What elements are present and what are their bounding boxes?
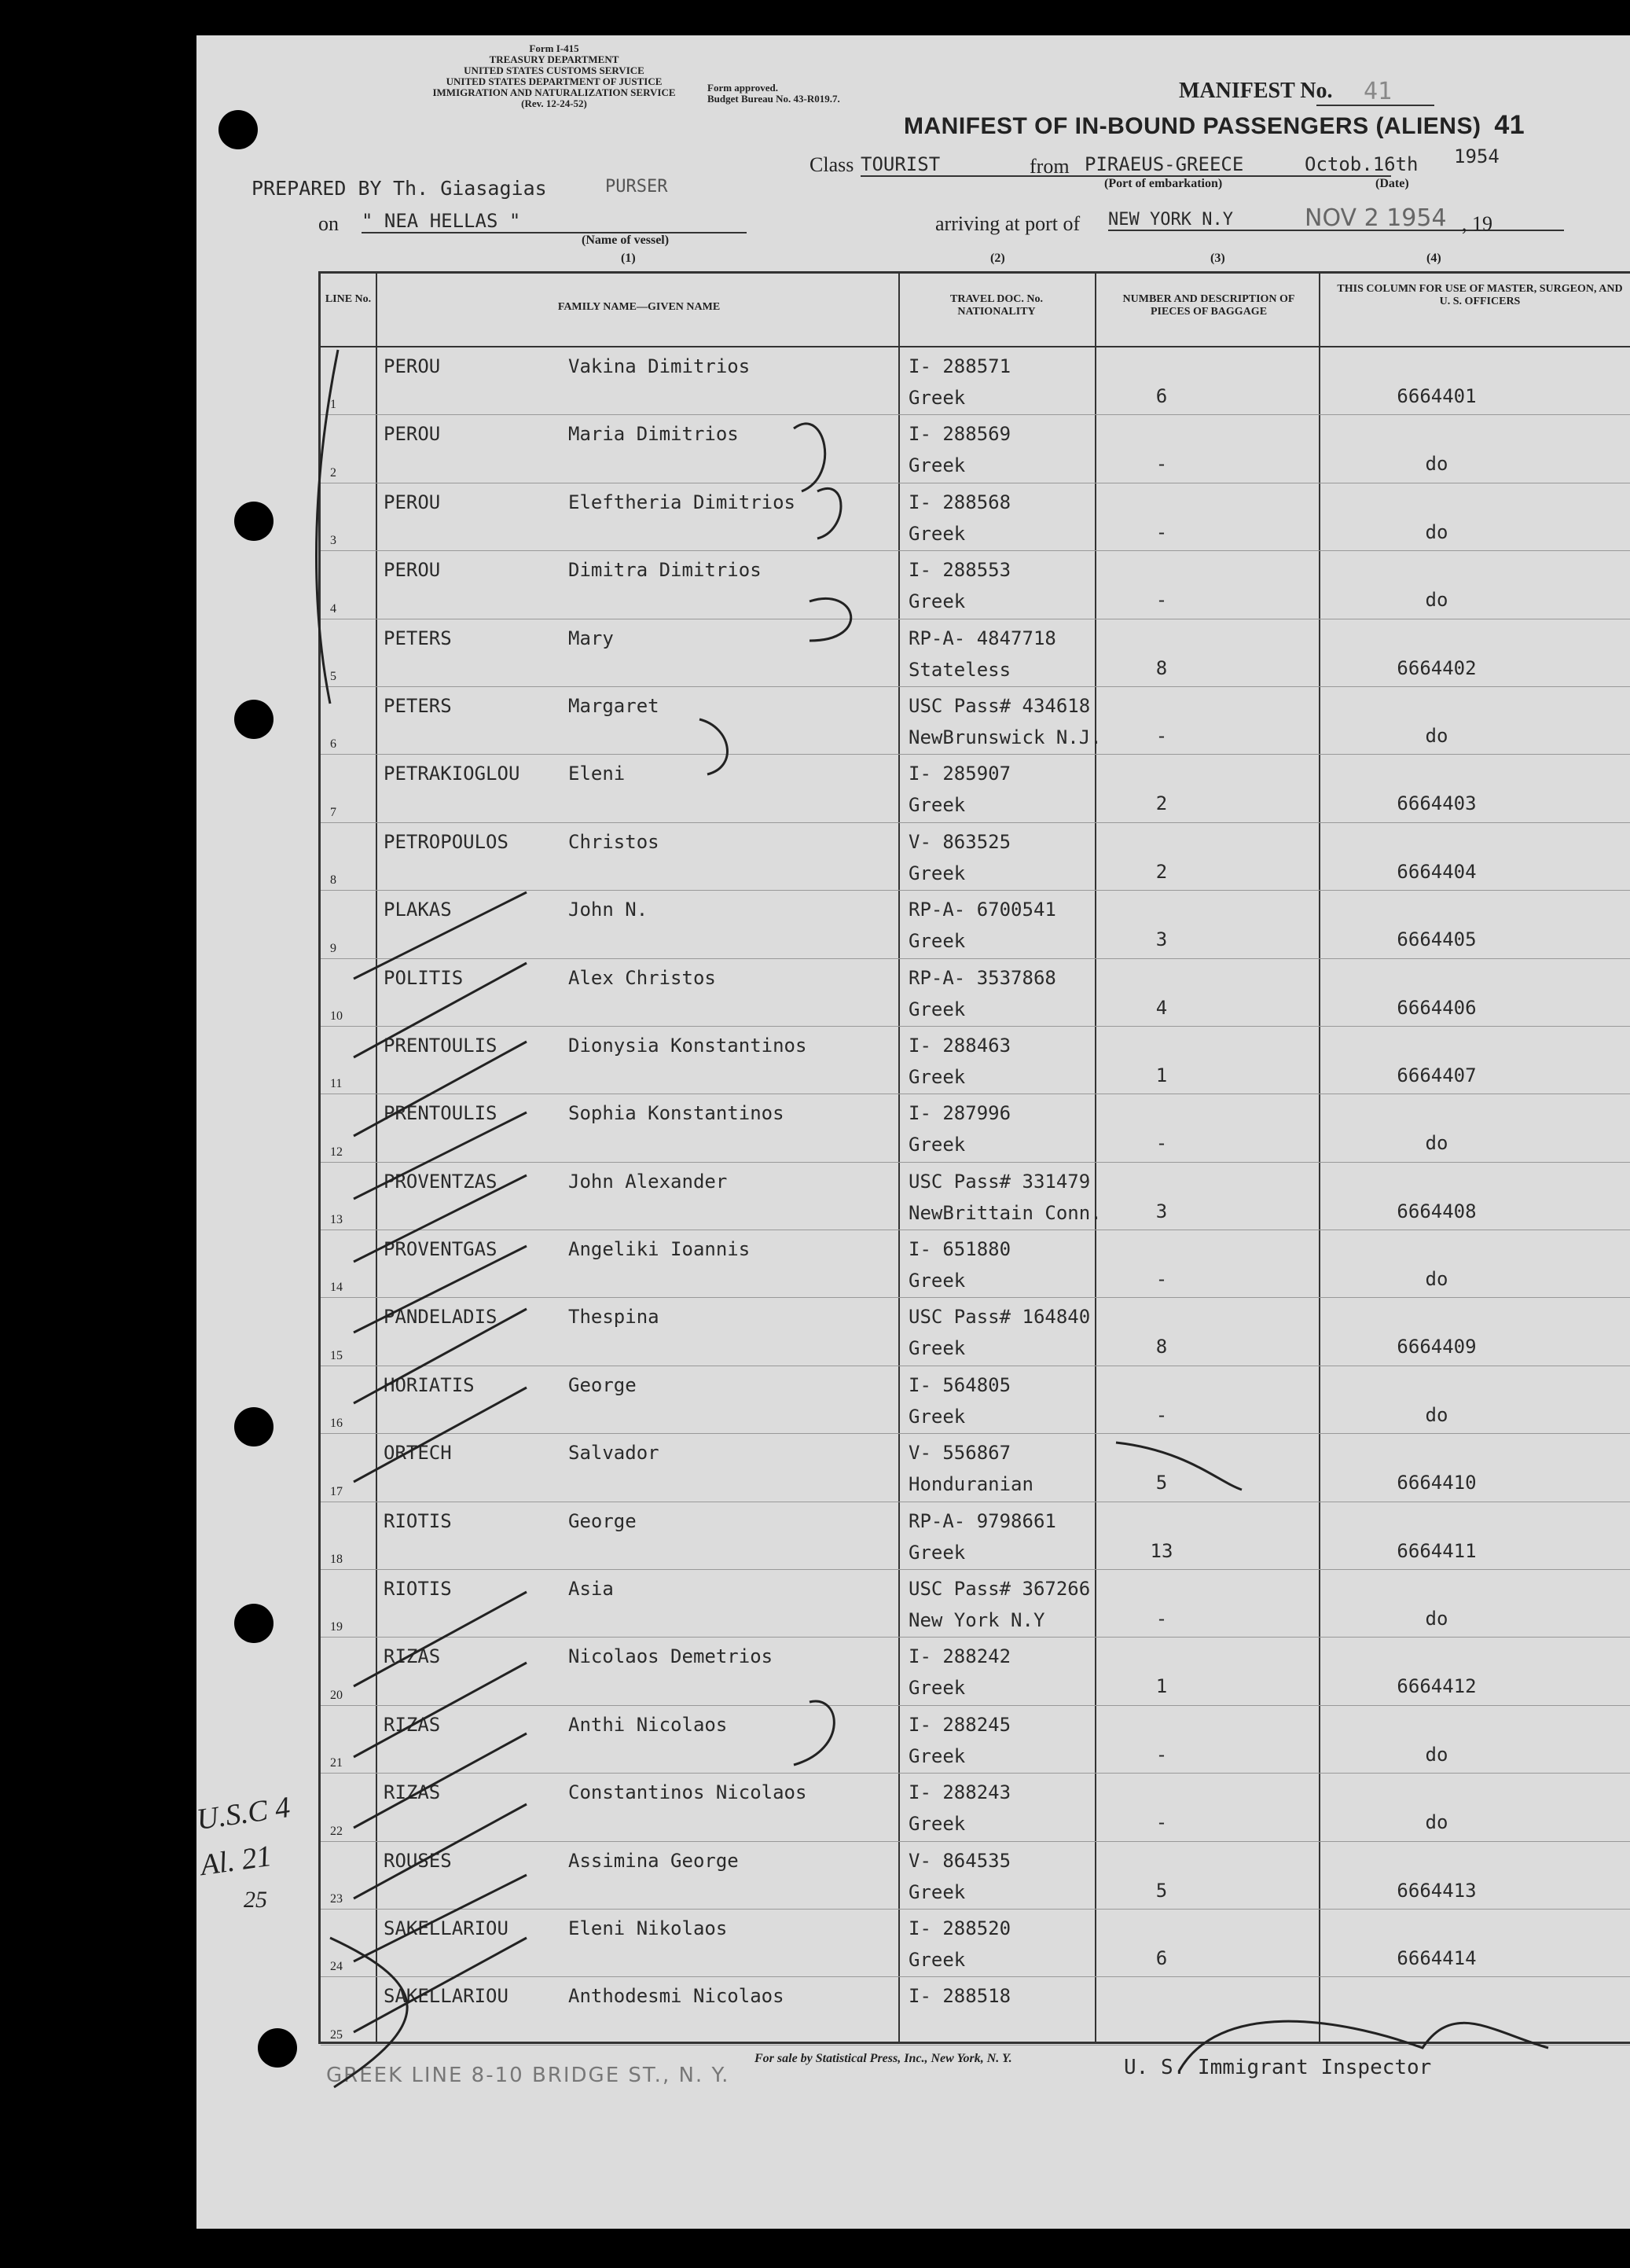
line-number: 20	[330, 1688, 343, 1702]
travel-doc-number: I- 288569	[909, 423, 1011, 446]
passenger-table	[318, 271, 1630, 2044]
prepared-by-value: Th. Giasagias	[393, 177, 547, 200]
given-name: Vakina Dimitrios	[568, 355, 751, 377]
travel-doc-number: RP-A- 9798661	[909, 1509, 1056, 1532]
given-name: Maria Dimitrios	[568, 423, 739, 446]
line-number: 8	[330, 873, 336, 888]
given-name: John Alexander	[568, 1170, 728, 1193]
baggage-count: 2	[1155, 860, 1168, 883]
official-use-code: do	[1425, 1743, 1448, 1766]
table-row	[321, 959, 1630, 1027]
family-name: RIZAS	[384, 1645, 441, 1668]
baggage-count: 5	[1155, 1472, 1168, 1494]
given-name: Salvador	[568, 1442, 659, 1465]
official-use-code: 6664402	[1397, 656, 1477, 679]
travel-doc-number: I- 564805	[909, 1373, 1011, 1396]
travel-doc-number: USC Pass# 164840	[909, 1306, 1091, 1329]
given-name: John N.	[568, 899, 648, 921]
column-4-marker: (4)	[1426, 252, 1441, 265]
baggage-count: -	[1155, 520, 1168, 543]
nationality: Stateless	[909, 658, 1011, 681]
line-number: 25	[330, 2027, 343, 2042]
given-name: Eleftheria Dimitrios	[568, 491, 795, 513]
nationality: NewBrunswick N.J.	[909, 726, 1102, 748]
prepared-by-label: PREPARED BY	[251, 177, 382, 200]
on-label: on	[318, 212, 339, 235]
baggage-count: -	[1155, 724, 1168, 747]
family-name: HORIATIS	[384, 1373, 475, 1396]
line-number: 15	[330, 1348, 343, 1362]
line-number: 1	[330, 398, 336, 412]
nationality: Greek	[909, 590, 966, 613]
family-name: PEROU	[384, 355, 441, 377]
margin-note-2: Al. 21	[198, 1839, 274, 1883]
table-row	[321, 1298, 1630, 1366]
official-use-code: do	[1425, 453, 1448, 476]
given-name: Dionysia Konstantinos	[568, 1034, 807, 1057]
table-row	[321, 483, 1630, 551]
column-1-marker: (1)	[621, 252, 636, 265]
travel-doc-number: RP-A- 4847718	[909, 627, 1056, 649]
table-row	[321, 891, 1630, 958]
nationality: Greek	[909, 1880, 966, 1903]
nationality: Greek	[909, 1134, 966, 1156]
official-use-code: do	[1425, 724, 1448, 747]
table-row	[321, 755, 1630, 822]
travel-doc-number: V- 864535	[909, 1849, 1011, 1872]
line-number: 23	[330, 1891, 343, 1906]
date-value: Octob.16th	[1305, 153, 1419, 175]
line-number: 10	[330, 1009, 343, 1023]
manifest-title: MANIFEST OF IN-BOUND PASSENGERS (ALIENS) 41	[904, 110, 1525, 140]
family-name: RIOTIS	[384, 1578, 452, 1601]
official-use-code: 6664406	[1397, 996, 1477, 1019]
family-name: PEROU	[384, 559, 441, 582]
table-row	[321, 1910, 1630, 1977]
immigrant-inspector-label: U. S. Immigrant Inspector	[1124, 2056, 1432, 2079]
line-number: 11	[330, 1077, 343, 1091]
baggage-count: 3	[1155, 1200, 1168, 1222]
nationality: Greek	[909, 1065, 966, 1088]
arrival-year-prefix: , 19	[1462, 212, 1492, 235]
line-number: 18	[330, 1553, 343, 1567]
official-use-code: do	[1425, 1132, 1448, 1155]
header-name: FAMILY NAME—GIVEN NAME	[557, 301, 721, 313]
travel-doc-number: I- 287996	[909, 1102, 1011, 1125]
manifest-no-line	[1316, 78, 1434, 106]
department-justice: UNITED STATES DEPARTMENT OF JUSTICE	[446, 75, 663, 87]
travel-doc-number: I- 288242	[909, 1645, 1011, 1668]
family-name: PETROPOULOS	[384, 830, 508, 853]
family-name: RIZAS	[384, 1713, 441, 1736]
table-row	[321, 1366, 1630, 1434]
table-row	[321, 823, 1630, 891]
manifest-no-label: MANIFEST No.	[1179, 79, 1333, 103]
official-use-code: do	[1425, 1403, 1448, 1426]
line-number: 3	[330, 534, 336, 548]
table-row	[321, 1502, 1630, 1570]
family-name: PROVENTGAS	[384, 1238, 497, 1261]
official-use-code: 6664407	[1397, 1064, 1477, 1086]
baggage-count: -	[1155, 1743, 1168, 1766]
official-use-code: 6664414	[1397, 1946, 1477, 1969]
manifest-page	[196, 35, 1630, 2229]
binder-hole	[258, 2028, 297, 2068]
nationality: Greek	[909, 1813, 966, 1836]
given-name: Constantinos Nicolaos	[568, 1781, 807, 1804]
baggage-count: 13	[1150, 1539, 1173, 1562]
header-official-use: THIS COLUMN FOR USE OF MASTER, SURGEON, AND U. S. OFFICERS	[1337, 283, 1623, 307]
table-row	[321, 551, 1630, 619]
travel-doc-number: USC Pass# 434618	[909, 694, 1091, 717]
manifest-no-value: 41	[1364, 78, 1393, 105]
nationality: Greek	[909, 1405, 966, 1428]
family-name: PEROU	[384, 491, 441, 513]
nationality: Greek	[909, 930, 966, 953]
given-name: Eleni	[568, 763, 626, 785]
line-number: 6	[330, 737, 336, 752]
travel-doc-number: V- 556867	[909, 1442, 1011, 1465]
nationality: New York N.Y	[909, 1609, 1045, 1632]
nationality: Greek	[909, 1744, 966, 1767]
table-row	[321, 1774, 1630, 1841]
nationality: Greek	[909, 1677, 966, 1700]
date-caption: (Date)	[1375, 177, 1409, 190]
official-use-code: do	[1425, 1268, 1448, 1291]
baggage-count: -	[1155, 1132, 1168, 1155]
official-use-code: 6664408	[1397, 1200, 1477, 1222]
official-use-code: 6664404	[1397, 860, 1477, 883]
passenger-rows	[321, 347, 1630, 2046]
form-revision: (Rev. 12-24-52)	[521, 97, 587, 109]
travel-doc-number: I- 288553	[909, 559, 1011, 582]
class-value: TOURIST	[861, 153, 1120, 177]
table-row	[321, 1027, 1630, 1094]
official-use-code: 6664409	[1397, 1336, 1477, 1358]
given-name: Nicolaos Demetrios	[568, 1645, 773, 1668]
baggage-count: 5	[1155, 1879, 1168, 1902]
given-name: Thespina	[568, 1306, 659, 1329]
table-row	[321, 1570, 1630, 1638]
baggage-count: 4	[1155, 996, 1168, 1019]
header-travel-doc: TRAVEL DOC. No. NATIONALITY	[950, 293, 1043, 318]
binder-hole	[234, 700, 274, 739]
nationality: Greek	[909, 1541, 966, 1564]
line-number: 17	[330, 1484, 343, 1498]
line-number: 2	[330, 465, 336, 480]
column-2-marker: (2)	[990, 252, 1005, 265]
baggage-count: -	[1155, 1403, 1168, 1426]
margin-note-3: 25	[244, 1887, 267, 1913]
line-number: 7	[330, 805, 336, 819]
given-name: Alex Christos	[568, 966, 716, 989]
travel-doc-number: V- 863525	[909, 830, 1011, 853]
nationality: Greek	[909, 862, 966, 884]
table-row	[321, 415, 1630, 483]
family-name: PLAKAS	[384, 899, 452, 921]
given-name: George	[568, 1373, 637, 1396]
binder-hole	[234, 1604, 274, 1643]
travel-doc-number: I- 288463	[909, 1034, 1011, 1057]
family-name: POLITIS	[384, 966, 464, 989]
baggage-count: 8	[1155, 656, 1168, 679]
family-name: PANDELADIS	[384, 1306, 497, 1329]
family-name: RIOTIS	[384, 1509, 452, 1532]
column-3-marker: (3)	[1210, 252, 1225, 265]
table-row	[321, 1230, 1630, 1298]
official-use-code: 6664403	[1397, 792, 1477, 815]
from-value: PIRAEUS-GREECE	[1085, 153, 1391, 177]
family-name: PETERS	[384, 627, 452, 649]
given-name: Mary	[568, 627, 614, 649]
binder-hole	[234, 502, 274, 541]
department-customs: UNITED STATES CUSTOMS SERVICE	[464, 64, 644, 76]
baggage-count: -	[1155, 453, 1168, 476]
table-row	[321, 619, 1630, 687]
official-use-code: 6664410	[1397, 1472, 1477, 1494]
port-caption: (Port of embarkation)	[1104, 177, 1223, 190]
travel-doc-number: RP-A- 3537868	[909, 966, 1056, 989]
line-number: 24	[330, 1960, 343, 1974]
from-label: from	[1030, 155, 1070, 178]
family-name: PROVENTZAS	[384, 1170, 497, 1193]
family-name: PETRAKIOGLOU	[384, 763, 520, 785]
baggage-count: 2	[1155, 792, 1168, 815]
form-department-block	[350, 43, 758, 109]
given-name: Sophia Konstantinos	[568, 1102, 784, 1125]
given-name: Eleni Nikolaos	[568, 1917, 728, 1939]
nationality: Honduranian	[909, 1473, 1033, 1496]
line-number: 21	[330, 1756, 343, 1770]
family-name: ORTECH	[384, 1442, 452, 1465]
nationality: Greek	[909, 1948, 966, 1971]
header-baggage: NUMBER AND DESCRIPTION OF PIECES OF BAGGAGE	[1122, 293, 1295, 318]
table-row	[321, 347, 1630, 415]
table-row	[321, 1842, 1630, 1910]
nationality: Greek	[909, 1337, 966, 1360]
table-row	[321, 1638, 1630, 1705]
baggage-count: -	[1155, 1268, 1168, 1291]
class-label: Class	[809, 153, 854, 176]
family-name: PRENTOULIS	[384, 1034, 497, 1057]
nationality: Greek	[909, 387, 966, 409]
baggage-count: 3	[1155, 928, 1168, 951]
official-use-code: 6664405	[1397, 928, 1477, 951]
official-use-code: do	[1425, 520, 1448, 543]
official-use-code: 6664413	[1397, 1879, 1477, 1902]
family-name: RIZAS	[384, 1781, 441, 1804]
form-number: Form I-415	[529, 42, 579, 54]
given-name: Dimitra Dimitrios	[568, 559, 762, 582]
line-number: 14	[330, 1281, 343, 1295]
family-name: SAKELLARIOU	[384, 1985, 508, 2008]
family-name: PETERS	[384, 694, 452, 717]
nationality: Greek	[909, 454, 966, 477]
line-number: 5	[330, 669, 336, 683]
official-use-code: do	[1425, 589, 1448, 612]
official-use-code: 6664411	[1397, 1539, 1477, 1562]
form-approval: Form approved. Budget Bureau No. 43-R019.7.	[707, 82, 840, 105]
vessel-caption: (Name of vessel)	[582, 233, 670, 247]
line-number: 19	[330, 1620, 343, 1634]
nationality: Greek	[909, 1270, 966, 1292]
baggage-count: -	[1155, 1608, 1168, 1630]
official-use-code: do	[1425, 1811, 1448, 1834]
table-row	[321, 687, 1630, 755]
baggage-count: -	[1155, 1811, 1168, 1834]
year-value: 1954	[1454, 145, 1500, 167]
given-name: George	[568, 1509, 637, 1532]
family-name: ROUSES	[384, 1849, 452, 1872]
given-name: Margaret	[568, 694, 659, 717]
travel-doc-number: I- 288243	[909, 1781, 1011, 1804]
given-name: Angeliki Ioannis	[568, 1238, 751, 1261]
travel-doc-number: RP-A- 6700541	[909, 899, 1056, 921]
table-row	[321, 1706, 1630, 1774]
baggage-count: -	[1155, 589, 1168, 612]
prepared-by-role: PURSER	[605, 177, 668, 197]
line-number: 13	[330, 1213, 343, 1227]
given-name: Asia	[568, 1578, 614, 1601]
department-treasury: TREASURY DEPARTMENT	[489, 53, 619, 65]
travel-doc-number: I- 288568	[909, 491, 1011, 513]
line-number: 22	[330, 1824, 343, 1838]
printer-credit: For sale by Statistical Press, Inc., New York, N. Y.	[754, 2052, 1012, 2065]
margin-note-1: U.S.C 4	[194, 1790, 292, 1837]
given-name: Christos	[568, 830, 659, 853]
given-name: Anthi Nicolaos	[568, 1713, 728, 1736]
line-number: 16	[330, 1417, 343, 1431]
official-use-code: do	[1425, 1608, 1448, 1630]
travel-doc-number: USC Pass# 331479	[909, 1170, 1091, 1193]
manifest-title-number: 41	[1494, 110, 1525, 140]
travel-doc-number: I- 651880	[909, 1238, 1011, 1261]
arrival-date-stamp: NOV 2 1954	[1305, 204, 1447, 232]
baggage-count: 6	[1155, 385, 1168, 407]
baggage-count: 1	[1155, 1675, 1168, 1698]
travel-doc-number: I- 288518	[909, 1985, 1011, 2008]
greek-line-stamp: GREEK LINE 8-10 BRIDGE ST., N. Y.	[326, 2064, 730, 2087]
family-name: SAKELLARIOU	[384, 1917, 508, 1939]
given-name: Assimina George	[568, 1849, 739, 1872]
baggage-count: 6	[1155, 1946, 1168, 1969]
header-line-no: LINE No.	[325, 293, 372, 305]
nationality: Greek	[909, 522, 966, 545]
table-row	[321, 1094, 1630, 1162]
nationality: Greek	[909, 998, 966, 1020]
official-use-code: 6664401	[1397, 385, 1477, 407]
arriving-value: NEW YORK N.Y	[1108, 210, 1564, 231]
table-row	[321, 1977, 1630, 2045]
binder-hole	[218, 110, 258, 149]
vessel-value: " NEA HELLAS "	[362, 210, 747, 233]
line-number: 12	[330, 1145, 343, 1159]
travel-doc-number: I- 288571	[909, 355, 1011, 377]
line-number: 9	[330, 941, 336, 955]
table-row	[321, 1434, 1630, 1502]
nationality: Greek	[909, 794, 966, 817]
table-row	[321, 1163, 1630, 1230]
travel-doc-number: I- 285907	[909, 763, 1011, 785]
travel-doc-number: USC Pass# 367266	[909, 1578, 1091, 1601]
travel-doc-number: I- 288520	[909, 1917, 1011, 1939]
nationality: NewBrittain Conn.	[909, 1201, 1102, 1224]
given-name: Anthodesmi Nicolaos	[568, 1985, 784, 2008]
family-name: PRENTOULIS	[384, 1102, 497, 1125]
travel-doc-number: I- 288245	[909, 1713, 1011, 1736]
line-number: 4	[330, 601, 336, 616]
baggage-count: 1	[1155, 1064, 1168, 1086]
department-ins: IMMIGRATION AND NATURALIZATION SERVICE	[432, 86, 676, 98]
arriving-label: arriving at port of	[935, 212, 1081, 235]
family-name: PEROU	[384, 423, 441, 446]
binder-hole	[234, 1407, 274, 1446]
official-use-code: 6664412	[1397, 1675, 1477, 1698]
baggage-count: 8	[1155, 1336, 1168, 1358]
